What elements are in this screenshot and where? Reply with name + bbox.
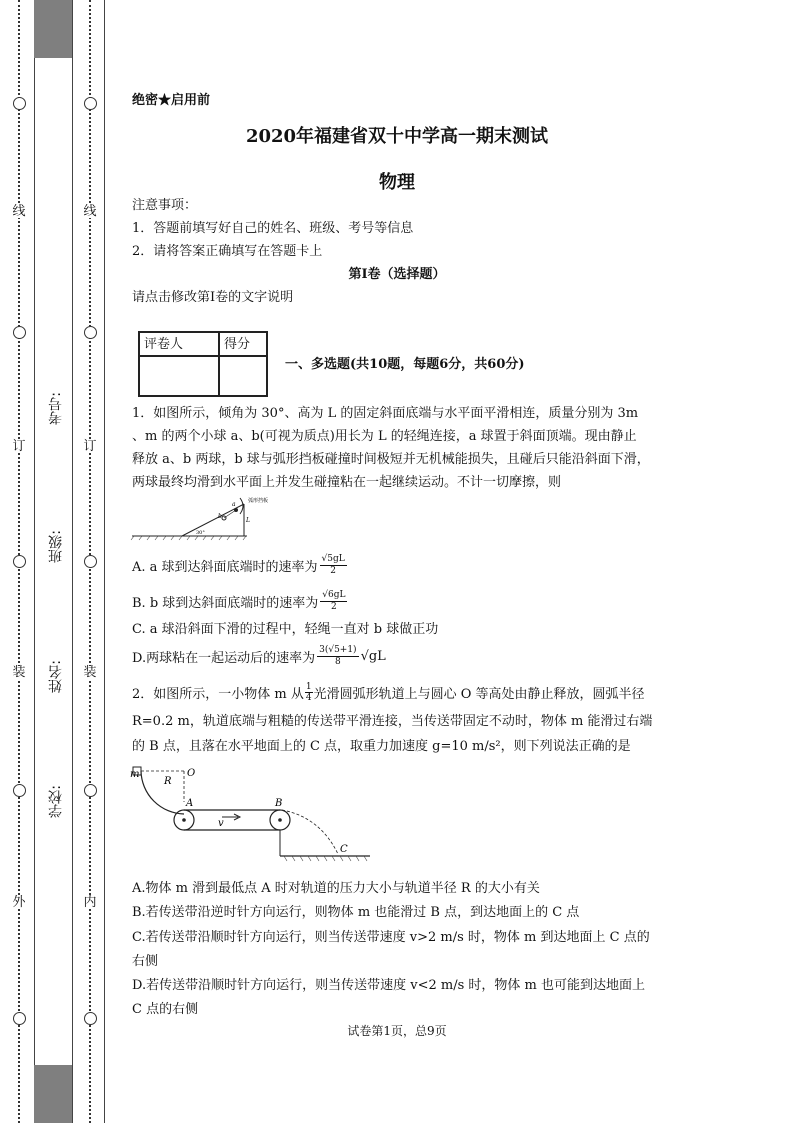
field-exam-number: 考号: [48,392,64,425]
score-table-score-cell[interactable] [219,356,267,396]
q1-line-4: 两球最终均滑到水平面上并发生碰撞粘在一起继续运动。不计一切摩擦，则 [132,475,562,490]
score-table-score: 得分 [219,332,267,356]
q2-fig-label-r: R [164,776,172,787]
q1-option-d-root: √gL [360,649,386,664]
q2-fig-label-m: m [130,769,140,780]
q2-option-a[interactable]: A.物体 m 滑到最低点 A 时对轨道的压力大小与轨道半径 R 的大小有关 [132,881,540,896]
field-name: 姓名: [48,660,64,693]
section-edit-hint[interactable]: 请点击修改第I卷的文字说明 [132,290,294,305]
q1-option-b-den: 2 [331,602,337,612]
inner-binding-mark: 内 [83,895,97,910]
outer-binding-mark: 线 [12,204,26,219]
q2-fig-label-c: C [340,844,348,855]
q1-fig-label-b: b [218,513,222,520]
q1-option-c[interactable]: C. a 球沿斜面下滑的过程中，轻绳一直对 b 球做正功 [132,622,439,637]
q1-fig-label-angle: 30° [196,530,205,536]
note-2: 2．请将答案正确填写在答题卡上 [132,244,323,259]
q1-option-a-text: A. a 球到达斜面底端时的速率为 [132,560,318,575]
q1-option-d-den: 8 [334,657,341,667]
section-heading: 一、多选题(共10题，每题6分，共60分) [285,357,525,372]
inner-circle-mark [84,97,97,110]
q2-frac-num: 1 [305,682,312,692]
gutter-bottom-shade [34,1065,72,1123]
section-title: 第I卷（选择题） [348,267,446,282]
q1-option-b-num: √6gL [322,590,346,600]
outer-binding-mark: 外 [12,895,26,910]
score-table [138,331,268,397]
q1-line-3: 释放 a、b 两球，b 球与弧形挡板碰撞时间极短并无机械能损失，且碰后只能沿斜面下滑， [132,452,650,467]
outer-circle-mark [13,326,26,339]
q1-option-a[interactable] [132,554,347,577]
inner-binding-mark: 装 [83,665,97,680]
score-table-grader-cell[interactable] [139,356,219,396]
q1-line-2: 、m 的两个小球 a、b(可视为质点)用长为 L 的轻绳连接，a 球置于斜面顶端。现由静止 [132,429,637,444]
inner-circle-mark [84,326,97,339]
q1-option-d[interactable] [132,645,386,668]
score-table-grader: 评卷人 [139,332,219,356]
q2-line-1 [132,682,645,703]
q1-fig-label-baffle: 弧形挡板 [248,498,269,504]
field-school: 学校: [48,785,64,818]
q1-option-b[interactable] [132,590,347,613]
q1-option-d-text: D.两球粘在一起运动后的速率为 [132,651,316,666]
outer-binding-mark: 装 [12,665,26,680]
subject-title: 物理 [379,172,415,193]
q2-conveyor-figure [130,762,375,864]
field-class: 班级: [48,530,64,563]
q2-option-c-cont: 右侧 [132,954,159,969]
q1-option-b-text: B. b 球到达斜面底端时的速率为 [132,596,319,611]
gutter-top-shade [34,0,72,58]
page-footer: 试卷第1页，总9页 [347,1024,447,1038]
exam-title: 2020年福建省双十中学高一期末测试 [245,126,549,147]
inner-binding-mark: 线 [83,204,97,219]
q2-frac-den: 4 [305,693,312,703]
q2-fig-label-v: v [218,818,224,829]
notes-title: 注意事项： [132,198,198,213]
q2-fig-label-o: O [187,768,196,779]
secret-mark: 绝密★启用前 [132,93,211,108]
q1-fig-label-a: a [232,501,236,508]
q1-incline-figure [132,496,269,540]
q2-option-c[interactable]: C.若传送带沿顺时针方向运行，则当传送带速度 v>2 m/s 时，物体 m 到达地面上 C 点的 [132,930,650,945]
q2-fig-label-a: A [186,798,194,809]
q2-fig-label-b: B [275,798,283,809]
outer-binding-mark: 订 [12,439,26,454]
note-1: 1．答题前填写好自己的姓名、班级、考号等信息 [132,221,414,236]
inner-binding-mark: 订 [83,439,97,454]
inner-circle-mark [84,784,97,797]
q1-fig-label-l: L [246,517,250,524]
q2-option-d-cont: C 点的右侧 [132,1002,199,1017]
q1-option-d-num: 3(√5+1) [319,645,357,655]
q1-line-1: 1．如图所示，倾角为 30°、高为 L 的固定斜面底端与水平面平滑相连，质量分别为 3m [132,406,639,421]
outer-circle-mark [13,555,26,568]
outer-circle-mark [13,784,26,797]
q1-option-a-den: 2 [330,566,337,576]
q2-line-1a: 2．如图所示，一小物体 m 从 [132,687,304,702]
q2-option-b[interactable]: B.若传送带沿逆时针方向运行，则物体 m 也能滑过 B 点，到达地面上的 C 点 [132,905,580,920]
q2-line-1b: 光滑圆弧形轨道上与圆心 O 等高处由静止释放，圆弧半径 [313,687,645,702]
q2-option-d[interactable]: D.若传送带沿顺时针方向运行，则当传送带速度 v<2 m/s 时，物体 m 也可能到达地面上 [132,978,645,993]
q1-option-a-num: √5gL [321,554,345,564]
q2-line-2: R=0.2 m，轨道底端与粗糙的传送带平滑连接，当传送带固定不动时，物体 m 能滑过右端 [132,714,653,729]
inner-circle-mark [84,555,97,568]
q2-line-3: 的 B 点，且落在水平地面上的 C 点，取重力加速度 g=10 m/s²，则下列说法正确的是 [132,739,631,754]
outer-circle-mark [13,97,26,110]
